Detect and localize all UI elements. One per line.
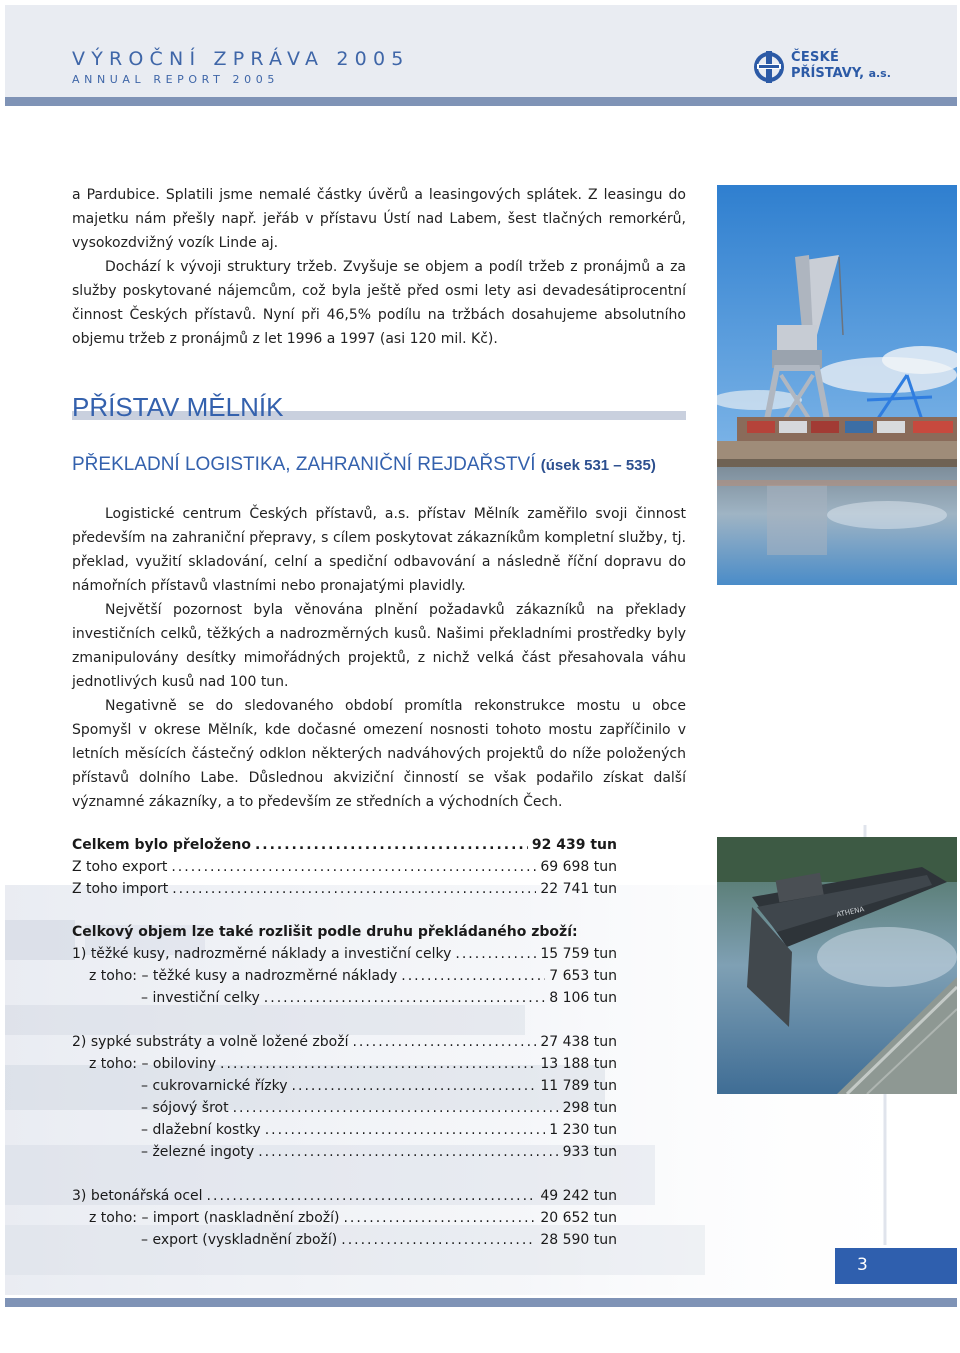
leader-dots xyxy=(220,1053,536,1075)
page-header xyxy=(5,5,957,97)
item-row xyxy=(72,1097,617,1119)
footer-rule xyxy=(5,1298,957,1307)
breakdown-list xyxy=(72,921,617,1251)
report-title: VÝROČNÍ ZPRÁVA 2005 xyxy=(72,48,410,70)
group-label: 2) sypké substráty a volně ložené zboží xyxy=(72,1034,349,1050)
item-label: – cukrovarnické řízky xyxy=(141,1078,288,1094)
totals-label: Z toho import xyxy=(72,881,169,897)
totals-value: 92 439 tun xyxy=(531,837,617,853)
subheading-range: (úsek 531 – 535) xyxy=(540,457,656,474)
leader-dots xyxy=(172,878,536,900)
group-label: 1) těžké kusy, nadrozměrné náklady a investiční celky xyxy=(72,946,452,962)
logo-text-suffix: a.s. xyxy=(868,67,891,80)
group-label: 3) betonářská ocel xyxy=(72,1188,203,1204)
item-label: – železné ingoty xyxy=(141,1144,255,1160)
item-row xyxy=(72,1053,617,1075)
intro-paragraph-2: Dochází k vývoji struktury tržeb. Zvyšuje se objem a podíl tržeb z pronájmů a za služby poskytované nájemcům, což byla ještě před osmi lety asi devadesátiprocentní činnost Českých přístavů. Nyní při 46,5% podílu na tržbách dosahujeme absolutního objemu tržeb z pronájmů z let 1996 a 1997 (asi 120 mil. Kč). xyxy=(72,259,686,347)
item-label: z toho: – těžké kusy a nadrozměrné náklady xyxy=(89,968,398,984)
leader-dots xyxy=(233,1097,559,1119)
section-text xyxy=(72,502,686,814)
logo-text-line2 xyxy=(791,66,891,81)
leader-dots xyxy=(352,1031,536,1053)
leader-dots xyxy=(341,1229,536,1251)
totals-list xyxy=(72,834,617,900)
intro-paragraph-1: a Pardubice. Splatili jsme nemalé částky úvěrů a leasingových splátek. Z leasingu do majetku nám přešly např. jeřáb v přístavu Ústí nad Labem, šest tlačných remorkérů, vysokozdvižný vozík Linde aj. xyxy=(72,187,686,251)
item-label: z toho: – obiloviny xyxy=(89,1056,217,1072)
barge-name-on-photo: ATHENA xyxy=(835,905,866,919)
item-label: – dlažební kostky xyxy=(141,1122,261,1138)
totals-value: 22 741 tun xyxy=(540,881,617,897)
subheading-text: PŘEKLADNÍ LOGISTIKA, ZAHRANIČNÍ REJDAŘSTVÍ xyxy=(72,454,536,475)
group-value: 15 759 tun xyxy=(540,946,617,962)
item-value: 11 789 tun xyxy=(540,1078,617,1094)
totals-row xyxy=(72,834,617,856)
report-title-english: ANNUAL REPORT 2005 xyxy=(72,73,279,86)
company-logo xyxy=(750,47,900,87)
harbour-crane-photo xyxy=(717,185,957,585)
leader-dots xyxy=(401,965,545,987)
breakdown-heading: Celkový objem lze také rozlišit podle druhu překládaného zboží: xyxy=(72,924,578,940)
totals-row xyxy=(72,856,617,878)
leader-dots xyxy=(292,1075,537,1097)
leader-dots xyxy=(255,834,528,856)
company-logo-icon xyxy=(750,47,788,85)
leader-dots xyxy=(343,1207,536,1229)
item-row xyxy=(72,965,617,987)
leader-dots xyxy=(264,987,545,1009)
item-label: z toho: – import (naskladnění zboží) xyxy=(89,1210,340,1226)
item-row xyxy=(72,1119,617,1141)
item-value: 933 tun xyxy=(562,1144,617,1160)
group-row xyxy=(72,1031,617,1053)
leader-dots xyxy=(258,1141,558,1163)
item-row xyxy=(72,1207,617,1229)
intro-text xyxy=(72,183,686,351)
item-label: – investiční celky xyxy=(141,990,260,1006)
item-row xyxy=(72,1075,617,1097)
group-row xyxy=(72,943,617,965)
item-label: – export (vyskladnění zboží) xyxy=(141,1232,338,1248)
group-value: 49 242 tun xyxy=(540,1188,617,1204)
item-value: 298 tun xyxy=(562,1100,617,1116)
section-paragraph-3: Negativně se do sledovaného období promítla rekonstrukce mostu u obce Spomyšl v okrese Mělník, kde dočasné omezení nosnosti tohoto mostu zapříčinilo v letních měsících částečný odklon některých nadváhových projektů do níže položených přístavů dolního Labe. Důslednou akviziční činností se však podařilo získat další významné zákazníky, a to především ze středních a východních Čech. xyxy=(72,698,686,810)
item-row xyxy=(72,1141,617,1163)
totals-value: 69 698 tun xyxy=(540,859,617,875)
group-value: 27 438 tun xyxy=(540,1034,617,1050)
logo-text-line1: ČESKÉ xyxy=(791,50,840,65)
leader-dots xyxy=(171,856,536,878)
logo-text-main: PŘÍSTAVY, xyxy=(791,66,865,81)
section-paragraph-1: Logistické centrum Českých přístavů, a.s. přístav Mělník zaměřilo svoji činnost především na zahraniční přepravy, s cílem poskytovat zákazníkům kompletní služby, tj. překlad, využití skladování, celní a spediční odbavování a následně říční dopravu do námořních přístavů vlastními nebo pronajatými plavidly. xyxy=(72,506,686,594)
leader-dots xyxy=(207,1185,537,1207)
item-value: 28 590 tun xyxy=(540,1232,617,1248)
leader-dots xyxy=(455,943,536,965)
item-value: 8 106 tun xyxy=(549,990,617,1006)
section-subheading xyxy=(72,450,656,481)
item-value: 1 230 tun xyxy=(549,1122,617,1138)
section-paragraph-2: Největší pozornost byla věnována plnění požadavků zákazníků na překlady investičních celků, těžkých a nadrozměrných kusů. Našimi překladními prostředky byly zmanipulovány desítky mimořádných projektů, z nichž velká část přesahovala váhu jednotlivých kusů nad 100 tun. xyxy=(72,602,686,690)
spacer xyxy=(72,1163,617,1185)
page-number: 3 xyxy=(857,1255,868,1275)
group-row xyxy=(72,1185,617,1207)
item-value: 13 188 tun xyxy=(540,1056,617,1072)
header-rule xyxy=(5,97,957,106)
item-value: 20 652 tun xyxy=(540,1210,617,1226)
section-heading: PŘÍSTAV MĚLNÍK xyxy=(72,392,284,422)
item-value: 7 653 tun xyxy=(549,968,617,984)
item-row xyxy=(72,987,617,1009)
item-row xyxy=(72,1229,617,1251)
page-number-box xyxy=(835,1248,957,1284)
leader-dots xyxy=(265,1119,546,1141)
harbour-crane-photo-image xyxy=(717,185,957,585)
totals-label: Celkem bylo přeloženo xyxy=(72,837,251,853)
barge-photo xyxy=(717,837,957,1094)
item-label: – sójový šrot xyxy=(141,1100,229,1116)
barge-photo-image xyxy=(717,837,957,1094)
page xyxy=(5,5,957,1348)
spacer xyxy=(72,1009,617,1031)
totals-label: Z toho export xyxy=(72,859,168,875)
totals-row xyxy=(72,878,617,900)
